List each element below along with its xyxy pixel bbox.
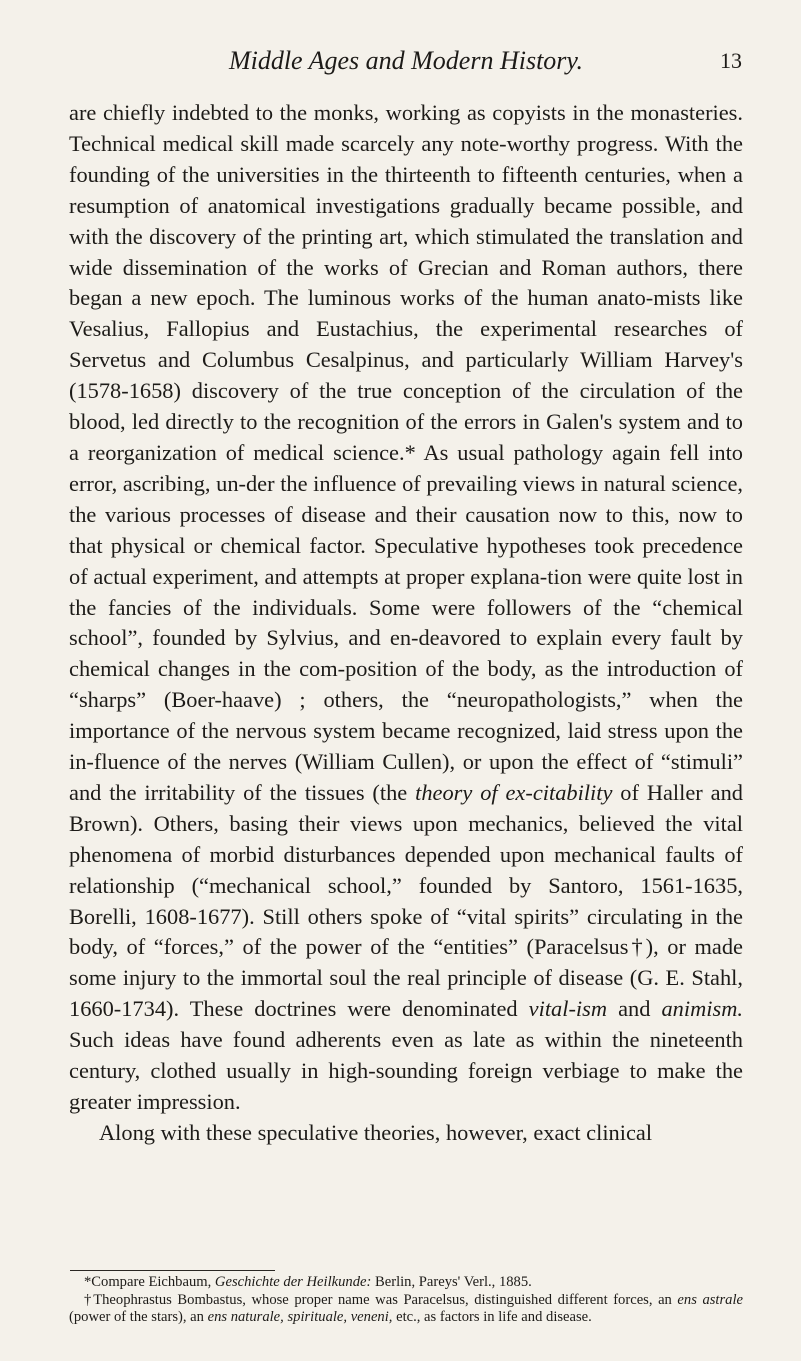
footnote-text: *Compare Eichbaum, xyxy=(84,1274,212,1290)
paragraph xyxy=(69,1118,743,1149)
footnote-divider xyxy=(70,1270,275,1271)
footnote-text: (power of the stars), an xyxy=(69,1309,204,1325)
footnote-text: etc., as factors in life and disease. xyxy=(396,1309,592,1325)
footnote-text: †Theophrastus Bombastus, whose proper name was Paracelsus, distinguished different forces, an xyxy=(84,1291,672,1308)
footnote xyxy=(69,1292,743,1327)
text-run: Such ideas have found adherents even as late as within the nineteenth century, clothed usually in high-sounding foreign verbiage to make the greater impression. xyxy=(69,1027,743,1114)
footnote xyxy=(69,1274,743,1292)
text-run: are chiefly indebted to the monks, working as copyists in the monasteries. Technical medical skill made scarcely any note-worthy progress. With the founding of the universities in the thirteenth to fifteenth centuries, when a resumption of anatomical investigations gradually became possible, and with the discovery of the printing art, which stimulated the translation and wide dissemination of the works of Grecian and Roman authors, there began a new epoch. The luminous works of the human anato-mists like Vesalius, Fallopius and Eustachius, the experimental researches of Servetus and Columbus Cesalpinus, and particularly William Harvey's (1578-1658) discovery of the true conception of the circulation of the blood, led directly to the recognition of the errors in Galen's system and to a reorganization of medical science.* As usual pathology again fell into error, ascribing, un-der the influence of prevailing views in natural science, the various processes of disease and their causation now to this, now to that physical or chemical factor. Speculative hypotheses took precedence of actual experiment, and attempts at proper explana-tion were quite lost in the fancies of the individuals. Some were followers of the “chemical school”, founded by Sylvius, and en-deavored to explain every fault by chemical changes in the com-position of the body, as the introduction of “sharps” (Boer-haave) ; others, the “neuropathologists,” when the importance of the nervous system became recognized, laid stress upon the in-fluence of the nerves (William Cullen), or upon the effect of “stimuli” and the irritability of the tissues (the xyxy=(69,100,743,805)
page-number: 13 xyxy=(720,48,742,73)
running-title: Middle Ages and Modern History. xyxy=(228,46,584,75)
footnote-title: Geschichte der Heilkunde: xyxy=(214,1274,372,1290)
paragraph xyxy=(69,98,743,1118)
italic-term: animism. xyxy=(661,996,743,1022)
body-text xyxy=(69,98,743,1149)
italic-term: theory of ex-citability xyxy=(415,779,613,805)
footnote-term: ens astrale xyxy=(677,1291,743,1308)
text-run: of Haller and Brown). Others, basing their views upon mechanics, believed the vital phenomena of morbid disturbances depended upon mechanical faults of relationship (“mechanical school,” founded by Santoro, 1561-1635, Borelli, 1608-1677). Still others spoke of “vital spirits” circulating in the body, of “forces,” of the power of the “entities” (Paracelsus†), or made some injury to the immortal soul the real principle of disease (G. E. Stahl, 1660-1734). These doctrines were denominated xyxy=(69,779,743,1022)
text-run: and xyxy=(618,996,651,1022)
italic-term: vital-ism xyxy=(528,996,608,1022)
text-run: Along with these speculative theories, however, exact clinical xyxy=(99,1119,653,1145)
footnote-text: Berlin, Pareys' Verl., 1885. xyxy=(375,1274,532,1290)
running-head xyxy=(70,44,742,78)
footnote-term: ens naturale, spirituale, veneni, xyxy=(207,1309,393,1325)
footnotes xyxy=(69,1274,743,1327)
